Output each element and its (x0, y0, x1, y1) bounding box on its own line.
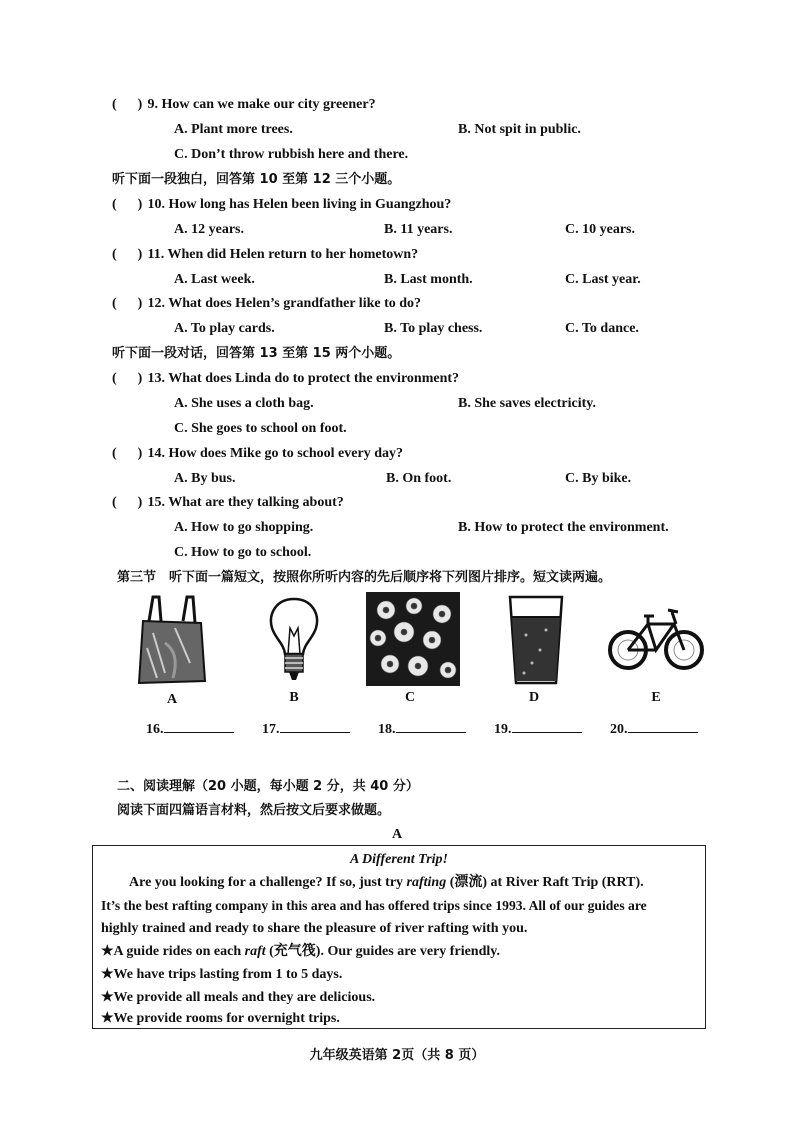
option-b: B. How to protect the environment. (458, 520, 669, 535)
option-b: B. Last month. (384, 272, 473, 287)
passage-bullet: ★We provide all meals and they are delicious. (101, 990, 376, 1005)
question-11 (112, 246, 418, 264)
answer-blank-16[interactable]: 16. (146, 720, 234, 738)
passage-bullet: ★A guide rides on each raft (充气筏). Our guides are very friendly. (101, 944, 500, 959)
question-13 (112, 370, 459, 388)
passage-label: A (392, 827, 403, 842)
instruction-monologue: 听下面一段独白，回答第 10 至第 12 三个小题。 (112, 172, 401, 187)
option-c: C. She goes to school on foot. (174, 421, 347, 436)
answer-paren[interactable]: ( ) (112, 446, 143, 461)
picture-label: A (166, 692, 178, 707)
option-a: A. Last week. (174, 272, 255, 287)
answer-paren[interactable]: ( ) (112, 247, 143, 262)
reading-heading: 二、阅读理解（20 小题，每小题 2 分，共 40 分） (117, 779, 419, 794)
glass-of-water-icon (506, 595, 566, 687)
picture-label: C (404, 690, 416, 705)
passage-bullet: ★We provide rooms for overnight trips. (101, 1011, 340, 1026)
passage-paragraph-line: highly trained and ready to share the pleasure of river rafting with you. (101, 921, 528, 936)
option-b: B. She saves electricity. (458, 396, 597, 411)
question-12 (112, 295, 421, 313)
option-b: B. 11 years. (384, 222, 453, 237)
question-14 (112, 445, 403, 463)
option-a: A. By bus. (174, 471, 236, 486)
answer-paren[interactable]: ( ) (112, 197, 143, 212)
option-a: A. She uses a cloth bag. (174, 396, 314, 411)
bicycle-icon (608, 600, 704, 672)
option-c: C. Don’t throw rubbish here and there. (174, 147, 409, 162)
answer-blank-17[interactable]: 17. (262, 720, 350, 738)
passage-paragraph-line: Are you looking for a challenge? If so, just try rafting (漂流) at River Raft Trip (RRT). (129, 875, 644, 890)
question-9 (112, 96, 376, 114)
answer-blank-19[interactable]: 19. (494, 720, 582, 738)
answer-paren[interactable]: ( ) (112, 495, 143, 510)
question-text: 14. How does Mike go to school every day? (147, 446, 403, 461)
question-text: 12. What does Helen’s grandfather like to do? (147, 296, 422, 311)
option-a: A. How to go shopping. (174, 520, 314, 535)
option-b: B. To play chess. (384, 321, 483, 336)
question-15 (112, 494, 344, 512)
option-a: A. Plant more trees. (174, 122, 293, 137)
question-text: 9. How can we make our city greener? (147, 97, 376, 112)
answer-paren[interactable]: ( ) (112, 371, 143, 386)
answer-blank-20[interactable]: 20. (610, 720, 698, 738)
option-c: C. How to go to school. (174, 545, 312, 560)
passage-a-box (92, 845, 706, 1029)
option-c: C. By bike. (565, 471, 632, 486)
question-text: 10. How long has Helen been living in Guangzhou? (147, 197, 452, 212)
answer-paren[interactable]: ( ) (112, 97, 143, 112)
flowers-icon (366, 592, 460, 686)
option-a: A. To play cards. (174, 321, 275, 336)
question-10 (112, 196, 451, 214)
option-c: C. 10 years. (565, 222, 635, 237)
page-footer: 九年级英语第 2页（共 8 页） (309, 1048, 485, 1063)
option-c: C. Last year. (565, 272, 641, 287)
option-b: B. On foot. (386, 471, 452, 486)
passage-paragraph-line: It’s the best rafting company in this area and has offered trips since 1993. All of our guides are (101, 898, 647, 913)
reading-instruction: 阅读下面四篇语言材料，然后按文后要求做题。 (117, 803, 391, 818)
picture-label: B (289, 690, 299, 705)
question-text: 13. What does Linda do to protect the environment? (147, 371, 460, 386)
section-3-instruction: 第三节 听下面一篇短文，按照你所听内容的先后顺序将下列图片排序。短文读两遍。 (117, 570, 612, 585)
option-b: B. Not spit in public. (458, 122, 581, 137)
picture-label: E (651, 690, 661, 705)
answer-blank-18[interactable]: 18. (378, 720, 466, 738)
option-c: C. To dance. (565, 321, 639, 336)
option-a: A. 12 years. (174, 222, 244, 237)
passage-bullet: ★We have trips lasting from 1 to 5 days. (101, 967, 343, 982)
picture-label: D (528, 690, 540, 705)
plastic-bag-icon (135, 593, 210, 688)
question-text: 15. What are they talking about? (147, 495, 344, 510)
instruction-dialogue: 听下面一段对话，回答第 13 至第 15 两个小题。 (112, 346, 401, 361)
answer-paren[interactable]: ( ) (112, 296, 143, 311)
question-text: 11. When did Helen return to her hometown? (147, 247, 419, 262)
passage-title: A Different Trip! (349, 852, 448, 867)
light-bulb-icon (264, 596, 324, 684)
